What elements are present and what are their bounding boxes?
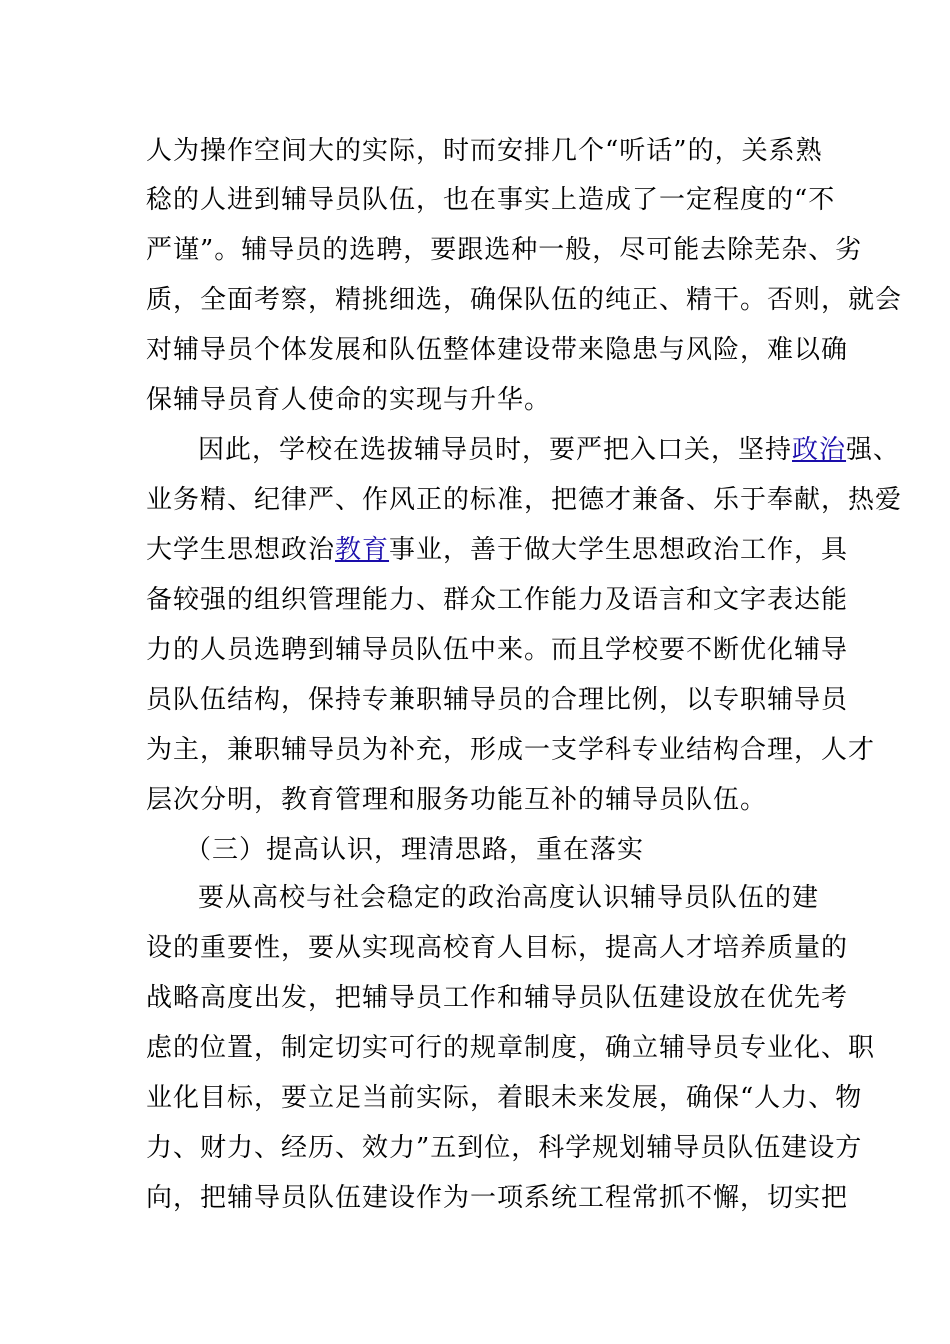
para1-line1: 人为操作空间大的实际，时而安排几个“听话”的，关系熟 (146, 136, 823, 166)
para2-line8: 层次分明，教育管理和服务功能互补的辅导员队伍。 (146, 785, 768, 815)
para3-line3: 战略高度出发，把辅导员工作和辅导员队伍建设放在优先考 (146, 983, 849, 1013)
para3-line7: 向，把辅导员队伍建设作为一项系统工程常抓不懈，切实把 (146, 1183, 849, 1213)
para1-line3: 严谨”。辅导员的选聘，要跟选种一般，尽可能去除芜杂、劣 (146, 235, 863, 265)
para2-line2: 业务精、纪律严、作风正的标准，把德才兼备、乐于奉献，热爱 (146, 485, 903, 515)
para1-line2: 稔的人进到辅导员队伍，也在事实上造成了一定程度的“不 (146, 185, 836, 215)
education-link[interactable]: 教育 (335, 535, 390, 565)
para2-line3-text-b: 事业，善于做大学生思想政治工作，具 (389, 535, 849, 565)
para2-line7: 为主，兼职辅导员为补充，形成一支学科专业结构合理，人才 (146, 735, 876, 765)
para3-line4: 虑的位置，制定切实可行的规章制度，确立辅导员专业化、职 (146, 1033, 876, 1063)
para1-line6: 保辅导员育人使命的实现与升华。 (146, 385, 552, 415)
para2-line3-text-a: 大学生思想政治 (146, 535, 336, 565)
para3-line2: 设的重要性，要从实现高校育人目标，提高人才培养质量的 (146, 933, 849, 963)
para3-line1: 要从高校与社会稳定的政治高度认识辅导员队伍的建 (198, 883, 820, 913)
para2-line1-text-a: 因此，学校在选拔辅导员时，要严把入口关，坚持 (198, 435, 793, 465)
para2-line5: 力的人员选聘到辅导员队伍中来。而且学校要不断优化辅导 (146, 635, 849, 665)
para2-line4: 备较强的组织管理能力、群众工作能力及语言和文字表达能 (146, 585, 849, 615)
politics-link[interactable]: 政治 (792, 435, 847, 465)
para3-line5: 业化目标，要立足当前实际，着眼未来发展，确保“人力、物 (146, 1083, 863, 1113)
para2-line1 (198, 430, 900, 470)
para2-line3 (146, 530, 848, 570)
para2-line1-text-b: 强、 (846, 435, 901, 465)
section-heading-3: （三）提高认识，理清思路，重在落实 (185, 835, 645, 865)
para2-line6: 员队伍结构，保持专兼职辅导员的合理比例，以专职辅导员 (146, 685, 849, 715)
para3-line6: 力、财力、经历、效力”五到位，科学规划辅导员队伍建设方 (146, 1133, 863, 1163)
para1-line5: 对辅导员个体发展和队伍整体建设带来隐患与风险，难以确 (146, 335, 849, 365)
para1-line4: 质，全面考察，精挑细选，确保队伍的纯正、精干。否则，就会 (146, 285, 903, 315)
